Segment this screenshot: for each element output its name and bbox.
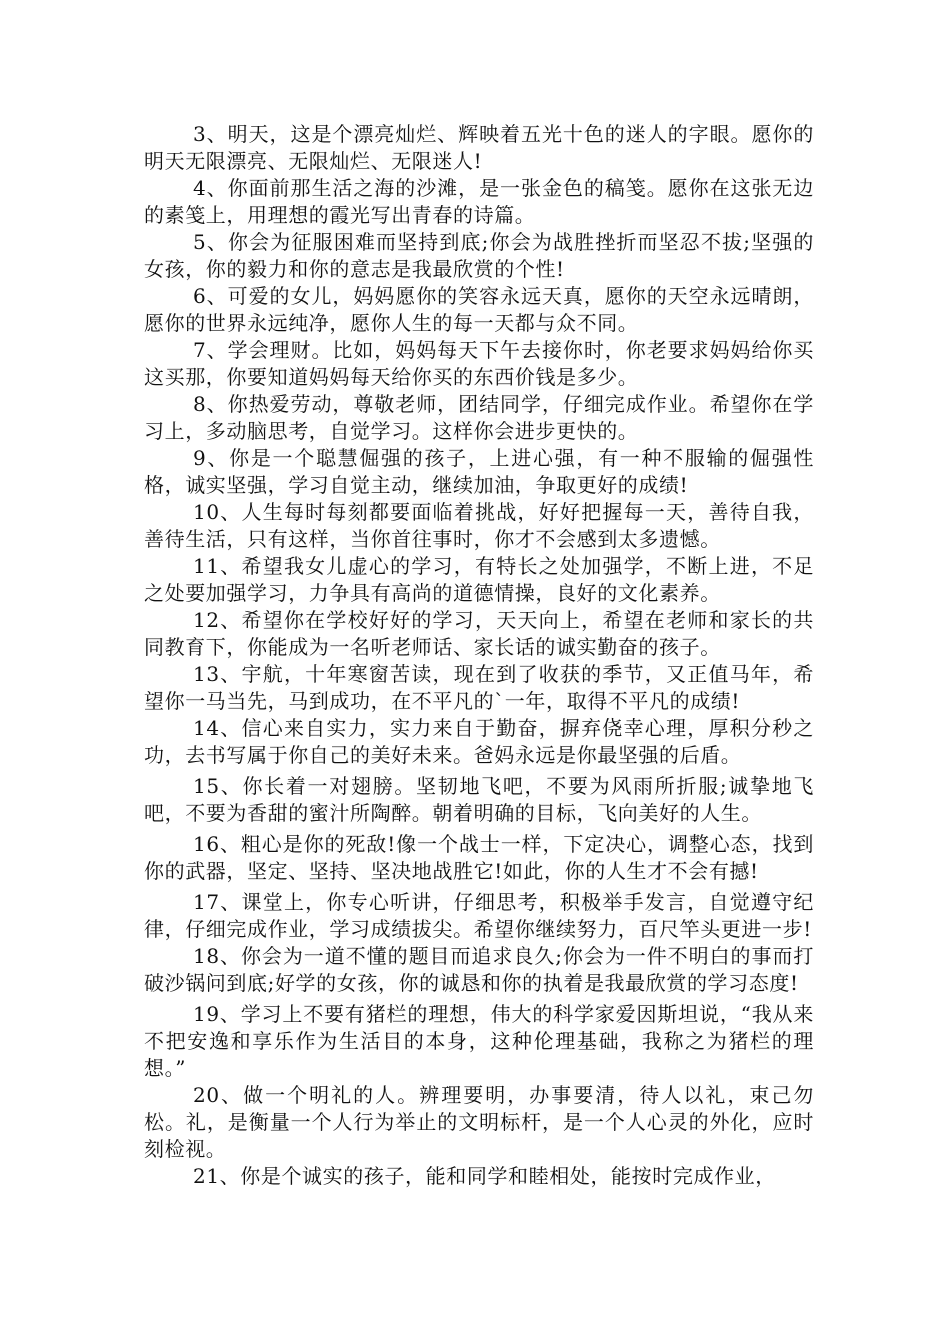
paragraph-14: 14、信心来自实力，实力来自于勤奋，摒弃侥幸心理，厚积分秒之功，去书写属于你自己的美好未来。爸妈永远是你最坚强的后盾。 — [144, 716, 814, 767]
paragraph-20: 20、做一个明礼的人。辨理要明，办事要清，待人以礼，束己勿松。礼，是衡量一个人行为举止的文明标杆，是一个人心灵的外化，应时刻检视。 — [144, 1083, 814, 1161]
paragraph-11: 11、希望我女儿虚心的学习，有特长之处加强学，不断上进，不足之处要加强学习，力争具有高尚的道德情操，良好的文化素养。 — [144, 554, 814, 605]
paragraph-7: 7、学会理财。比如，妈妈每天下午去接你时，你老要求妈妈给你买这买那，你要知道妈妈每天给你买的东西价钱是多少。 — [144, 338, 814, 389]
paragraph-13: 13、宇航，十年寒窗苦读，现在到了收获的季节，又正值马年，希望你一马当先，马到成功，在不平凡的`一年，取得不平凡的成绩! — [144, 662, 814, 713]
paragraph-19: 19、学习上不要有猪栏的理想，伟大的科学家爱因斯坦说，“我从来不把安逸和享乐作为生活目的本身，这种伦理基础，我称之为猪栏的理想。” — [144, 1002, 814, 1080]
paragraph-18: 18、你会为一道不懂的题目而追求良久;你会为一件不明白的事而打破沙锅问到底;好学的女孩，你的诚恳和你的执着是我最欣赏的学习态度! — [144, 944, 814, 995]
document-body — [144, 121, 814, 1190]
paragraph-15: 15、你长着一对翅膀。坚韧地飞吧，不要为风雨所折服;诚挚地飞吧，不要为香甜的蜜汁所陶醉。朝着明确的目标，飞向美好的人生。 — [144, 774, 814, 825]
paragraph-16: 16、粗心是你的死敌!像一个战士一样，下定决心，调整心态，找到你的武器，坚定、坚持、坚决地战胜它!如此，你的人生才不会有撼! — [144, 832, 814, 883]
paragraph-6: 6、可爱的女儿，妈妈愿你的笑容永远天真，愿你的天空永远晴朗，愿你的世界永远纯净，愿你人生的每一天都与众不同。 — [144, 284, 814, 335]
paragraph-8: 8、你热爱劳动，尊敬老师，团结同学，仔细完成作业。希望你在学习上，多动脑思考，自觉学习。这样你会进步更快的。 — [144, 392, 814, 443]
paragraph-9: 9、你是一个聪慧倔强的孩子，上进心强，有一种不服输的倔强性格，诚实坚强，学习自觉主动，继续加油，争取更好的成绩! — [144, 446, 814, 497]
paragraph-10: 10、人生每时每刻都要面临着挑战，好好把握每一天，善待自我，善待生活，只有这样，当你首往事时，你才不会感到太多遗憾。 — [144, 500, 814, 551]
paragraph-3: 3、明天，这是个漂亮灿烂、辉映着五光十色的迷人的字眼。愿你的明天无限漂亮、无限灿烂、无限迷人! — [144, 122, 814, 173]
paragraph-12: 12、希望你在学校好好的学习，天天向上，希望在老师和家长的共同教育下，你能成为一名听老师话、家长话的诚实勤奋的孩子。 — [144, 608, 814, 659]
paragraph-5: 5、你会为征服困难而坚持到底;你会为战胜挫折而坚忍不拔;坚强的女孩，你的毅力和你的意志是我最欣赏的个性! — [144, 230, 814, 281]
paragraph-21: 21、你是个诚实的孩子，能和同学和睦相处，能按时完成作业， — [193, 1164, 776, 1188]
paragraph-17: 17、课堂上，你专心听讲，仔细思考，积极举手发言，自觉遵守纪律，仔细完成作业，学习成绩拔尖。希望你继续努力，百尺竿头更进一步! — [144, 890, 814, 941]
paragraph-4: 4、你面前那生活之海的沙滩，是一张金色的稿笺。愿你在这张无边的素笺上，用理想的霞光写出青春的诗篇。 — [144, 176, 814, 227]
